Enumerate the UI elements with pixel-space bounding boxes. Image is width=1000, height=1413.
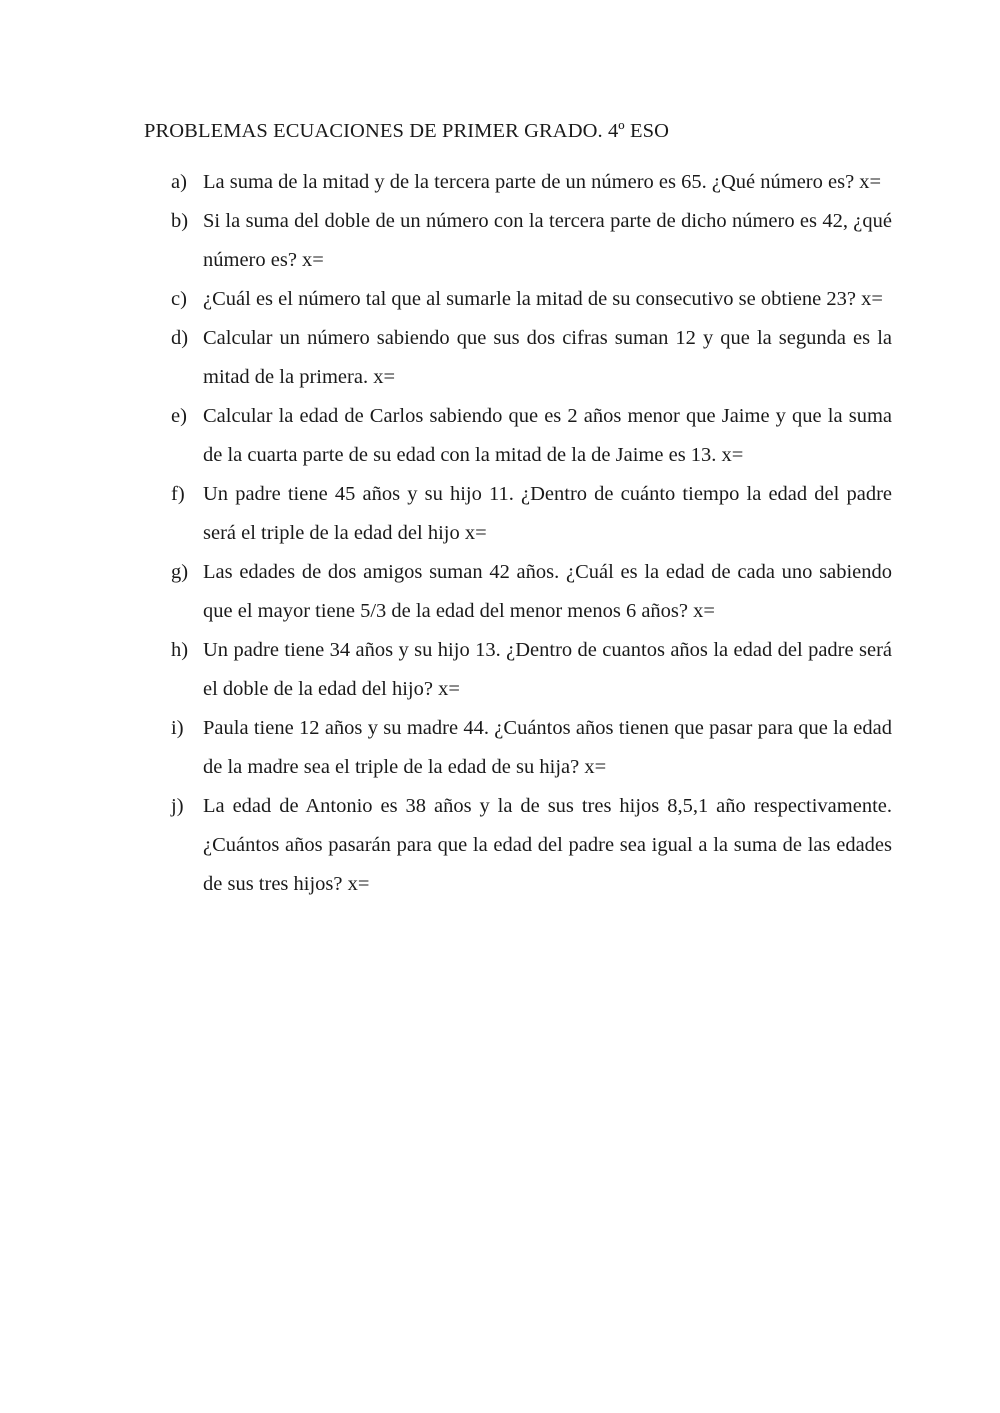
problem-label: i) [171, 717, 184, 739]
problem-e [0, 397, 892, 475]
problem-text: Si la suma del doble de un número con la tercera parte de dicho número es 42, ¿qué número es? x= [203, 210, 892, 271]
problem-label: b) [171, 210, 189, 232]
problem-text: La suma de la mitad y de la tercera parte de un número es 65. ¿Qué número es? x= [203, 171, 882, 193]
problem-label: g) [171, 561, 189, 583]
problem-list [0, 163, 1000, 904]
problem-text: La edad de Antonio es 38 años y la de sus tres hijos 8,5,1 año respectivamente. ¿Cuántos años pasarán para que la edad del padre sea igual a la suma de las edades de sus tres hijos? x= [203, 795, 892, 895]
problem-text: Las edades de dos amigos suman 42 años. ¿Cuál es la edad de cada uno sabiendo que el mayor tiene 5/3 de la edad del menor menos 6 años? x= [203, 561, 892, 622]
problem-label: a) [171, 171, 187, 193]
problem-text: Un padre tiene 34 años y su hijo 13. ¿Dentro de cuantos años la edad del padre será el doble de la edad del hijo? x= [203, 639, 892, 700]
problem-f [0, 475, 892, 553]
problem-d [0, 319, 892, 397]
problem-h [0, 631, 892, 709]
problem-text: Calcular un número sabiendo que sus dos cifras suman 12 y que la segunda es la mitad de la primera. x= [203, 327, 892, 388]
problem-label: e) [171, 405, 187, 427]
problem-text: ¿Cuál es el número tal que al sumarle la mitad de su consecutivo se obtiene 23? x= [203, 288, 883, 310]
problem-i [0, 709, 892, 787]
problem-label: j) [171, 795, 184, 817]
problem-text: Calcular la edad de Carlos sabiendo que es 2 años menor que Jaime y que la suma de la cuarta parte de su edad con la mitad de la de Jaime es 13. x= [203, 405, 892, 466]
problem-g [0, 553, 892, 631]
problem-b [0, 202, 892, 280]
problem-a [0, 163, 892, 202]
problem-label: f) [171, 483, 185, 505]
page-title: PROBLEMAS ECUACIONES DE PRIMER GRADO. 4º ESO [144, 120, 670, 142]
problem-label: d) [171, 327, 189, 349]
problem-label: c) [171, 288, 187, 310]
problem-j [0, 787, 892, 904]
problem-c [0, 280, 892, 319]
problem-text: Paula tiene 12 años y su madre 44. ¿Cuántos años tienen que pasar para que la edad de la madre sea el triple de la edad de su hija? x= [203, 717, 892, 778]
problem-text: Un padre tiene 45 años y su hijo 11. ¿Dentro de cuánto tiempo la edad del padre será el triple de la edad del hijo x= [203, 483, 892, 544]
problem-label: h) [171, 639, 189, 661]
